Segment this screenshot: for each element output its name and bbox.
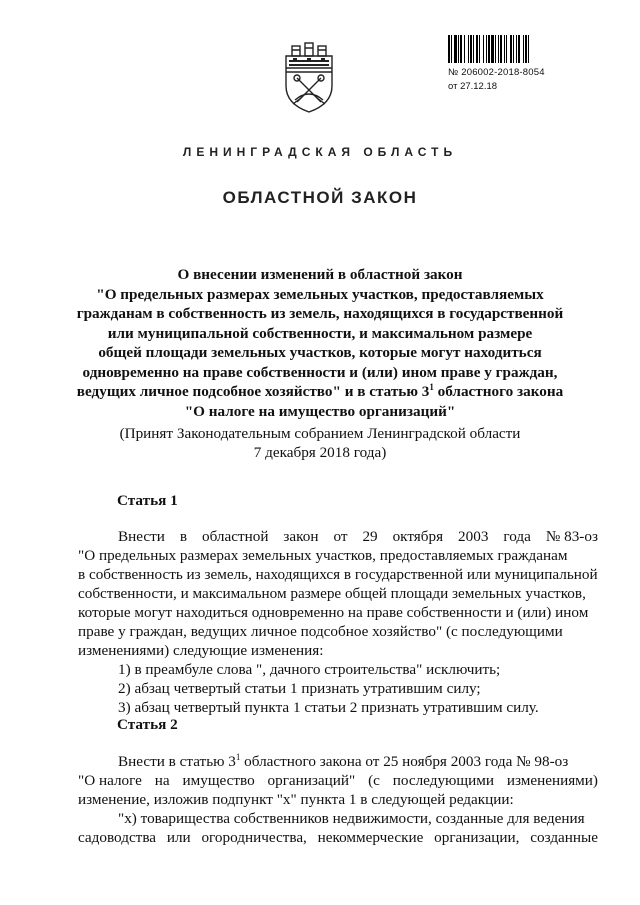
title-line: гражданам в собственность из земель, находящихся в государственной [76,305,564,322]
paragraph-line: изменениями) следующие изменения: [78,642,324,659]
superscript: 1 [429,382,434,392]
article-2-line-justified [78,771,598,790]
text-run: Внести в статью 3 [118,753,236,770]
word: от [333,528,348,545]
article-1-text [78,527,598,717]
word: 29 [362,528,378,545]
article-2-text [78,752,598,847]
paragraph-line: собственности, и максимальном размере общей площади земельных участков, [78,585,586,602]
title-line: или муниципальной собственности, и максимальном размере [107,324,533,342]
paragraph-line: которые могут находиться одновременно на праве собственности и (или) ином [78,604,589,621]
word: огородничества, [201,829,307,846]
title-line [75,382,565,402]
paragraph-line: "х) товарищества собственников недвижимости, созданные для ведения [118,810,585,827]
word: последующими [392,772,494,789]
law-type: ОБЛАСТНОЙ ЗАКОН [222,188,418,207]
adoption-line: 7 декабря 2018 года) [253,444,387,461]
title-line: "О налоге на имущество организаций" [184,402,456,420]
article-2-heading: Статья 2 [117,716,178,733]
paragraph-line: праве у граждан, ведущих личное подсобное хозяйство" (с последующими [78,623,563,640]
word: № 83-оз [545,528,598,545]
adoption-line: (Принят Законодательным собранием Ленинградской области [119,425,521,442]
registration-date: от 27.12.18 [448,81,498,92]
list-item: 1) в преамбуле слова ", дачного строительства" исключить; [118,661,501,678]
registration-number: № 206002-2018-8054 [448,67,545,78]
title-line: "О предельных размерах земельных участков, предоставляемых [96,285,544,303]
paragraph-line: в собственность из земель, находящихся в государственной или муниципальной [78,566,598,583]
paragraph-line: "О предельных размерах земельных участков, предоставляемых гражданам [78,547,568,564]
article-2-line-justified [78,828,598,847]
word: на [154,772,170,789]
word: областной [201,528,269,545]
word: изменениями) [506,772,598,789]
word: октября [392,528,444,545]
law-title [75,265,565,421]
list-item: 2) абзац четвертый статьи 1 признать утратившим силу; [118,680,481,697]
word: закон [283,528,319,545]
title-line: О внесении изменений в областной закон [177,266,463,283]
text-run: областного закона от 25 ноября 2003 года № 98-оз [240,753,569,770]
word: организации, [434,829,520,846]
word: "О налоге [78,772,142,789]
word: (с [368,772,380,789]
title-line: общей площади земельных участков, которые могут находиться [98,344,542,361]
superscript: 1 [235,752,241,762]
word: организаций" [267,772,356,789]
word: года [503,528,531,545]
article-1-line-justified [78,527,598,546]
word: или [166,829,191,846]
region-name: ЛЕНИНГРАДСКАЯ ОБЛАСТЬ [182,145,458,159]
paragraph-line: изменение, изложив подпункт "х" пункта 1 в следующей редакции: [78,791,514,808]
article-1-heading: Статья 1 [117,492,178,509]
word: некоммерческие [317,829,424,846]
list-item: 3) абзац четвертый пункта 1 статьи 2 признать утратившим силу. [118,699,539,716]
barcode-bar [529,35,531,63]
word: Внести [118,528,165,545]
word: созданные [530,829,598,846]
title-text: областного закона [433,383,564,400]
word: 2003 [458,528,489,545]
title-text: ведущих личное подсобное хозяйство" и в статью 3 [76,383,430,400]
adoption-note [75,424,565,462]
title-line: одновременно на праве собственности и (или) ином праве у граждан, [82,363,558,381]
word: садоводства [78,829,157,846]
barcode [448,35,568,63]
coat-of-arms-icon [283,42,335,114]
registration-stamp [448,35,568,92]
word: в [179,528,188,545]
paragraph-line [78,752,598,771]
word: имущество [182,772,255,789]
